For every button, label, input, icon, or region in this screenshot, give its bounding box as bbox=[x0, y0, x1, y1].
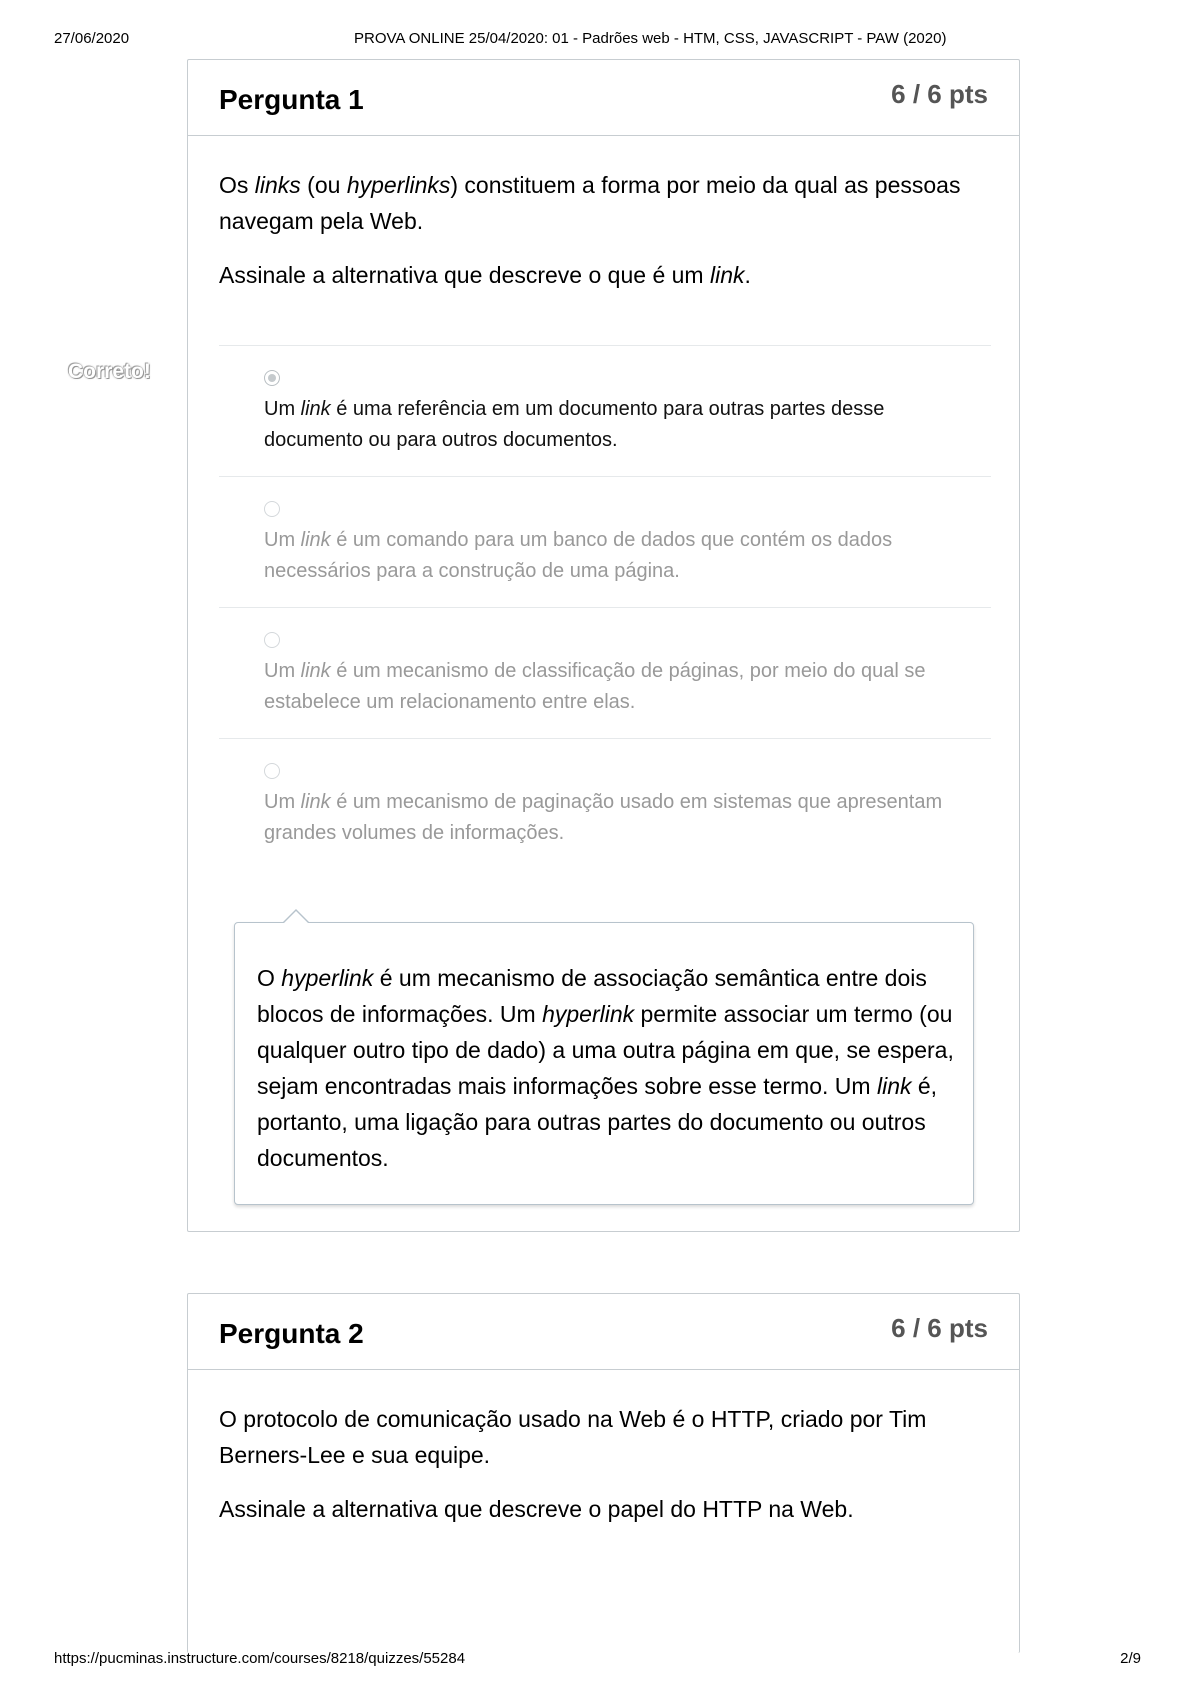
question-text bbox=[219, 1401, 979, 1545]
question-title: Pergunta 2 bbox=[219, 1318, 364, 1349]
answer-text: Um link é uma referência em um documento para outras partes desse documento ou para outros documentos. bbox=[264, 398, 885, 451]
question-points: 6 / 6 pts bbox=[891, 1313, 988, 1343]
question-1 bbox=[187, 59, 1020, 1232]
question-text bbox=[219, 167, 979, 311]
question-paragraph-2: Assinale a alternativa que descreve o papel do HTTP na Web. bbox=[219, 1496, 854, 1522]
question-header bbox=[188, 1294, 1019, 1370]
answer-option-1[interactable] bbox=[219, 345, 991, 476]
answer-feedback-box bbox=[234, 922, 974, 1205]
question-title: Pergunta 1 bbox=[219, 84, 364, 115]
question-paragraph-1: Os links (ou hyperlinks) constituem a forma por meio da qual as pessoas navegam pela Web. bbox=[219, 172, 961, 234]
answer-option-4[interactable] bbox=[219, 738, 991, 904]
print-page-title: PROVA ONLINE 25/04/2020: 01 - Padrões web - HTM, CSS, JAVASCRIPT - PAW (2020) bbox=[354, 30, 947, 47]
question-paragraph-2: Assinale a alternativa que descreve o que é um link. bbox=[219, 262, 751, 288]
question-header bbox=[188, 60, 1019, 136]
answer-list bbox=[219, 345, 991, 904]
answer-text: Um link é um comando para um banco de dados que contém os dados necessários para a construção de uma página. bbox=[264, 529, 893, 582]
feedback-text: O hyperlink é um mecanismo de associação semântica entre dois blocos de informações. Um hyperlink permite associar um termo (ou qualquer outro tipo de dado) a uma outra página em que, se espera, sejam encontradas mais informações sobre esse termo. Um link é, portanto, uma ligação para outras partes do documento ou outros documentos. bbox=[257, 965, 954, 1171]
answer-option-2[interactable] bbox=[219, 476, 991, 607]
print-url: https://pucminas.instructure.com/courses/8218/quizzes/55284 bbox=[54, 1650, 466, 1667]
question-2 bbox=[187, 1293, 1020, 1653]
correct-indicator bbox=[0, 351, 187, 393]
question-points: 6 / 6 pts bbox=[891, 79, 988, 109]
radio-checked-icon[interactable] bbox=[264, 370, 280, 386]
print-page-number: 2/9 bbox=[1120, 1650, 1141, 1667]
print-date: 27/06/2020 bbox=[54, 30, 130, 47]
radio-unchecked-icon[interactable] bbox=[264, 763, 280, 779]
radio-unchecked-icon[interactable] bbox=[264, 632, 280, 648]
answer-option-3[interactable] bbox=[219, 607, 991, 738]
answer-text: Um link é um mecanismo de classificação de páginas, por meio do qual se estabelece um relacionamento entre elas. bbox=[264, 660, 926, 713]
correct-label-text: Correto! bbox=[68, 360, 151, 383]
radio-unchecked-icon[interactable] bbox=[264, 501, 280, 517]
question-paragraph-1: O protocolo de comunicação usado na Web é o HTTP, criado por Tim Berners-Lee e sua equipe. bbox=[219, 1406, 927, 1468]
answer-text: Um link é um mecanismo de paginação usado em sistemas que apresentam grandes volumes de informações. bbox=[264, 791, 943, 844]
